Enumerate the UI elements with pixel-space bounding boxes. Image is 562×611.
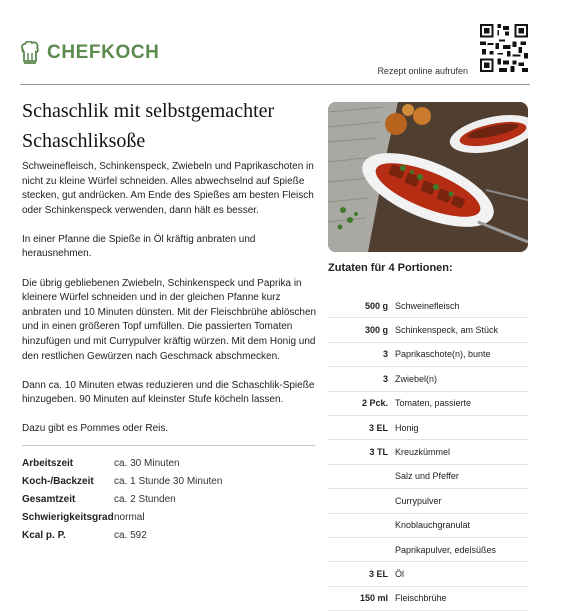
meta-divider <box>22 445 315 446</box>
meta-label: Koch-/Backzeit <box>22 475 94 487</box>
meta-value: ca. 592 <box>114 529 147 541</box>
meta-label: Schwierigkeitsgrad <box>22 511 114 523</box>
meta-value: ca. 2 Stunden <box>114 493 176 505</box>
instruction-paragraph: In einer Pfanne die Spieße in Öl kräftig anbraten und herausnehmen. <box>22 233 256 260</box>
meta-row <box>22 508 315 526</box>
instructions <box>22 160 322 451</box>
chef-hat-icon <box>20 41 40 65</box>
ingredient-name: Salz und Pfeffer <box>395 471 459 482</box>
ingredient-row <box>328 367 528 391</box>
ingredient-amount: 3 EL <box>368 568 388 579</box>
ingredient-name: Tomaten, passierte <box>395 398 472 409</box>
meta-row <box>22 454 315 472</box>
instruction-paragraph: Schweinefleisch, Schinkenspeck, Zwiebeln und Paprikaschoten in nicht zu kleine Würfel schneiden. Alles abwechselnd auf Spieße stecken, gut andrücken. Am Ende des Spießes am besten Fleisch oder Schinkenspeck verwenden, dann hält es besser. <box>22 161 314 216</box>
ingredient-row <box>328 343 528 367</box>
meta-value: normal <box>114 511 145 523</box>
ingredient-row <box>328 465 528 489</box>
ingredient-name: Öl <box>395 568 404 579</box>
ingredients-list <box>328 294 528 611</box>
ingredient-amount: 300 g <box>364 325 388 336</box>
ingredient-name: Honig <box>395 422 419 433</box>
ingredient-amount: 3 <box>382 373 388 384</box>
ingredient-name: Fleischbrühe <box>395 593 447 604</box>
ingredient-amount: 3 TL <box>369 447 388 458</box>
meta-value: ca. 1 Stunde 30 Minuten <box>114 475 223 487</box>
instruction-paragraph: Die übrig gebliebenen Zwiebeln, Schinkenspeck und Paprika in kleinere Würfel schneiden und in der gleichen Pfanne kurz anbraten und 10 Minuten dünsten. Mit der Fleischbrühe ablöschen und in einen größeren Topf umfüllen. Die passierten Tomaten hinzufügen und mit Currypulver kräftig würzen. Mit dem Honig und den restlichen Gewürzen nach Geschmack abschmecken. <box>22 277 317 362</box>
online-link[interactable]: Rezept online aufrufen <box>377 66 468 76</box>
ingredient-name: Kreuzkümmel <box>395 447 451 458</box>
recipe-photo <box>328 102 528 252</box>
meta-label: Kcal p. P. <box>22 529 66 541</box>
ingredient-row <box>328 538 528 562</box>
meta-row <box>22 490 315 508</box>
ingredient-name: Zwiebel(n) <box>395 373 438 384</box>
meta-row <box>22 526 315 544</box>
ingredient-row <box>328 514 528 538</box>
ingredients-title: Zutaten für 4 Portionen: <box>328 262 453 274</box>
ingredient-amount: 3 EL <box>368 422 388 433</box>
instruction-paragraph: Dann ca. 10 Minuten etwas reduzieren und die Schaschlik-Spieße hinzugeben. 90 Minuten auf kleinster Stufe köcheln lassen. <box>22 379 315 406</box>
ingredient-amount: 2 Pck. <box>361 398 388 409</box>
recipe-title: Schaschlik mit selbstgemachter Schaschliksoße <box>22 100 275 152</box>
recipe-meta <box>22 454 315 544</box>
ingredient-row <box>328 489 528 513</box>
ingredient-row <box>328 392 528 416</box>
page-header <box>20 24 530 88</box>
meta-label: Gesamtzeit <box>22 493 76 505</box>
chefkoch-logo[interactable] <box>20 41 159 65</box>
brand-name: CHEFKOCH <box>47 42 160 63</box>
ingredient-row <box>328 416 528 440</box>
ingredient-row <box>328 562 528 586</box>
header-divider <box>20 84 530 85</box>
ingredient-amount: 3 <box>382 349 388 360</box>
instruction-paragraph: Dazu gibt es Pommes oder Reis. <box>22 423 169 435</box>
ingredient-row <box>328 318 528 342</box>
ingredient-name: Paprikapulver, edelsüßes <box>395 544 497 555</box>
ingredient-name: Knoblauchgranulat <box>395 520 471 531</box>
ingredient-amount: 150 ml <box>359 593 388 604</box>
ingredient-row <box>328 440 528 464</box>
recipe-photo-illustration <box>328 102 528 252</box>
meta-row <box>22 472 315 490</box>
ingredient-name: Schinkenspeck, am Stück <box>395 325 499 336</box>
qr-code-icon[interactable] <box>480 24 528 72</box>
ingredient-name: Schweinefleisch <box>395 300 460 311</box>
ingredient-name: Currypulver <box>395 495 442 506</box>
ingredient-row <box>328 294 528 318</box>
ingredient-amount: 500 g <box>364 300 388 311</box>
ingredient-name: Paprikaschote(n), bunte <box>395 349 491 360</box>
meta-value: ca. 30 Minuten <box>114 457 180 469</box>
ingredient-row <box>328 587 528 611</box>
meta-label: Arbeitszeit <box>22 457 74 469</box>
